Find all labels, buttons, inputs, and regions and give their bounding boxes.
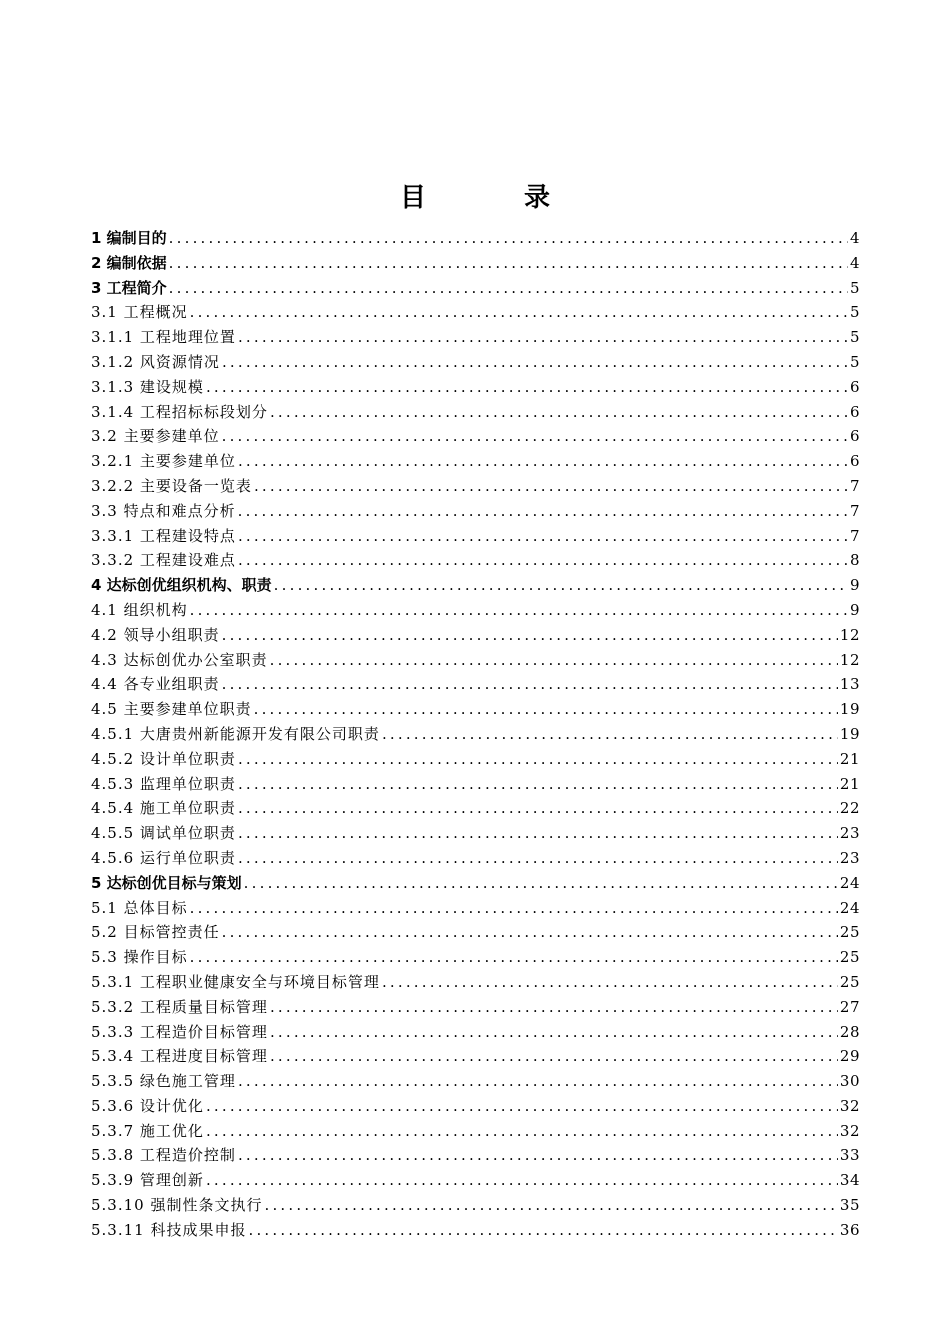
toc-entry-label: 4.4 各专业组职责 <box>91 675 220 694</box>
toc-list <box>91 226 860 1243</box>
toc-entry-page-number: 21 <box>839 774 860 793</box>
toc-entry[interactable] <box>91 548 860 573</box>
toc-dot-leader <box>238 1069 838 1094</box>
toc-dot-leader <box>169 251 848 276</box>
toc-entry-label: 3.2.2 主要设备一览表 <box>91 476 252 495</box>
toc-entry-label: 5.3.9 管理创新 <box>91 1171 204 1190</box>
toc-entry-label: 4.5 主要参建单位职责 <box>91 700 252 719</box>
toc-entry-page-number: 6 <box>849 402 860 421</box>
toc-entry[interactable] <box>91 1069 860 1094</box>
toc-entry[interactable] <box>91 598 860 623</box>
toc-entry-page-number: 7 <box>849 476 860 495</box>
toc-entry[interactable] <box>91 796 860 821</box>
toc-dot-leader <box>206 1119 838 1144</box>
toc-entry-page-number: 7 <box>849 501 860 520</box>
toc-entry[interactable] <box>91 722 860 747</box>
toc-entry-page-number: 6 <box>849 452 860 471</box>
toc-entry-page-number: 5 <box>849 278 860 297</box>
toc-entry[interactable] <box>91 623 860 648</box>
toc-entry[interactable] <box>91 1193 860 1218</box>
toc-entry-label: 5.3.5 绿色施工管理 <box>91 1072 236 1091</box>
toc-entry[interactable] <box>91 375 860 400</box>
toc-entry-label: 5.3.7 施工优化 <box>91 1121 204 1140</box>
toc-entry[interactable] <box>91 300 860 325</box>
toc-entry-label: 3.2 主要参建单位 <box>91 427 220 446</box>
toc-entry[interactable] <box>91 226 860 251</box>
toc-dot-leader <box>222 623 838 648</box>
toc-entry-label: 2 编制依据 <box>91 253 167 272</box>
toc-entry[interactable] <box>91 1119 860 1144</box>
toc-entry-label: 4.1 组织机构 <box>91 600 188 619</box>
toc-entry-page-number: 35 <box>839 1196 860 1215</box>
toc-entry[interactable] <box>91 449 860 474</box>
toc-entry-label: 3.3 特点和难点分析 <box>91 501 236 520</box>
toc-dot-leader <box>238 499 848 524</box>
toc-entry[interactable] <box>91 400 860 425</box>
toc-entry[interactable] <box>91 1044 860 1069</box>
toc-entry[interactable] <box>91 896 860 921</box>
toc-entry-page-number: 8 <box>849 551 860 570</box>
toc-entry[interactable] <box>91 920 860 945</box>
toc-entry-page-number: 24 <box>839 898 860 917</box>
toc-entry-label: 3.1.4 工程招标标段划分 <box>91 402 268 421</box>
toc-entry[interactable] <box>91 1020 860 1045</box>
toc-dot-leader <box>206 1094 838 1119</box>
toc-dot-leader <box>238 747 838 772</box>
toc-entry-page-number: 30 <box>839 1072 860 1091</box>
toc-entry-page-number: 5 <box>849 303 860 322</box>
toc-entry-label: 5.3 操作目标 <box>91 948 188 967</box>
toc-dot-leader <box>254 474 848 499</box>
toc-entry-label: 4.2 领导小组职责 <box>91 625 220 644</box>
toc-entry-label: 5.3.8 工程造价控制 <box>91 1146 236 1165</box>
toc-entry-label: 5.3.3 工程造价目标管理 <box>91 1022 268 1041</box>
toc-entry[interactable] <box>91 251 860 276</box>
toc-entry[interactable] <box>91 772 860 797</box>
toc-entry-page-number: 9 <box>849 600 860 619</box>
toc-dot-leader <box>222 424 848 449</box>
toc-dot-leader <box>190 896 838 921</box>
toc-entry-label: 5 达标创优目标与策划 <box>91 873 242 892</box>
toc-dot-leader <box>270 1044 838 1069</box>
toc-entry-page-number: 21 <box>839 749 860 768</box>
toc-entry[interactable] <box>91 995 860 1020</box>
toc-dot-leader <box>238 325 848 350</box>
toc-entry-page-number: 29 <box>839 1047 860 1066</box>
toc-entry[interactable] <box>91 945 860 970</box>
toc-entry-page-number: 34 <box>839 1171 860 1190</box>
toc-entry-page-number: 27 <box>839 997 860 1016</box>
toc-dot-leader <box>190 945 838 970</box>
toc-entry[interactable] <box>91 821 860 846</box>
toc-entry-label: 4.5.1 大唐贵州新能源开发有限公司职责 <box>91 724 380 743</box>
toc-dot-leader <box>264 1193 837 1218</box>
toc-entry-label: 4.3 达标创优办公室职责 <box>91 650 268 669</box>
toc-entry-page-number: 25 <box>839 948 860 967</box>
toc-dot-leader <box>238 821 838 846</box>
toc-dot-leader <box>238 772 838 797</box>
toc-dot-leader <box>190 300 848 325</box>
toc-entry[interactable] <box>91 424 860 449</box>
toc-entry[interactable] <box>91 1168 860 1193</box>
toc-entry-label: 4 达标创优组织机构、职责 <box>91 576 272 595</box>
toc-entry-label: 5.1 总体目标 <box>91 898 188 917</box>
toc-entry-label: 3 工程简介 <box>91 278 167 297</box>
toc-entry[interactable] <box>91 573 860 598</box>
toc-dot-leader <box>206 375 848 400</box>
toc-entry-label: 5.3.10 强制性条文执行 <box>91 1196 263 1215</box>
toc-entry[interactable] <box>91 325 860 350</box>
toc-entry[interactable] <box>91 871 860 896</box>
toc-entry-page-number: 25 <box>839 923 860 942</box>
toc-entry-page-number: 19 <box>839 700 860 719</box>
toc-dot-leader <box>222 350 848 375</box>
toc-entry[interactable] <box>91 672 860 697</box>
toc-dot-leader <box>222 672 838 697</box>
toc-dot-leader <box>270 648 838 673</box>
toc-entry[interactable] <box>91 648 860 673</box>
toc-dot-leader <box>238 524 848 549</box>
toc-dot-leader <box>238 846 838 871</box>
toc-entry-page-number: 7 <box>849 526 860 545</box>
toc-entry-label: 4.5.2 设计单位职责 <box>91 749 236 768</box>
toc-entry-page-number: 23 <box>839 848 860 867</box>
toc-dot-leader <box>382 970 838 995</box>
toc-entry-page-number: 12 <box>839 650 860 669</box>
toc-entry-page-number: 19 <box>839 724 860 743</box>
toc-entry-page-number: 22 <box>839 799 860 818</box>
toc-dot-leader <box>238 548 848 573</box>
toc-dot-leader <box>169 226 848 251</box>
toc-entry-page-number: 5 <box>849 328 860 347</box>
toc-entry-label: 3.1 工程概况 <box>91 303 188 322</box>
toc-entry-label: 1 编制目的 <box>91 229 167 247</box>
toc-entry[interactable] <box>91 1218 860 1243</box>
toc-entry-page-number: 13 <box>839 675 860 694</box>
toc-entry-page-number: 24 <box>839 873 860 892</box>
toc-entry-page-number: 9 <box>849 576 860 595</box>
toc-dot-leader <box>270 400 848 425</box>
toc-entry-page-number: 36 <box>839 1220 860 1239</box>
toc-dot-leader <box>238 1143 838 1168</box>
toc-entry-page-number: 4 <box>849 229 860 247</box>
toc-entry-page-number: 32 <box>839 1121 860 1140</box>
toc-dot-leader <box>270 995 838 1020</box>
toc-dot-leader <box>382 722 838 747</box>
toc-entry-label: 4.5.3 监理单位职责 <box>91 774 236 793</box>
toc-entry-page-number: 6 <box>849 377 860 396</box>
toc-entry[interactable] <box>91 697 860 722</box>
toc-entry-label: 3.1.2 风资源情况 <box>91 352 220 371</box>
toc-entry-label: 4.5.6 运行单位职责 <box>91 848 236 867</box>
toc-entry-label: 3.3.1 工程建设特点 <box>91 526 236 545</box>
toc-entry[interactable] <box>91 499 860 524</box>
toc-entry-label: 5.3.2 工程质量目标管理 <box>91 997 268 1016</box>
toc-entry-page-number: 12 <box>839 625 860 644</box>
toc-entry-page-number: 23 <box>839 824 860 843</box>
toc-entry[interactable] <box>91 846 860 871</box>
toc-entry-label: 5.3.1 工程职业健康安全与环境目标管理 <box>91 972 380 991</box>
toc-entry-label: 4.5.5 调试单位职责 <box>91 824 236 843</box>
toc-entry[interactable] <box>91 474 860 499</box>
toc-entry-page-number: 5 <box>849 352 860 371</box>
toc-dot-leader <box>274 573 848 598</box>
toc-dot-leader <box>254 697 838 722</box>
toc-dot-leader <box>169 276 848 301</box>
toc-entry-label: 3.1.1 工程地理位置 <box>91 328 236 347</box>
toc-dot-leader <box>238 449 848 474</box>
toc-entry-page-number: 33 <box>839 1146 860 1165</box>
toc-entry-label: 5.3.11 科技成果申报 <box>91 1220 247 1239</box>
toc-entry[interactable] <box>91 276 860 301</box>
toc-dot-leader <box>270 1020 838 1045</box>
toc-dot-leader <box>244 871 838 896</box>
toc-entry-label: 5.3.6 设计优化 <box>91 1096 204 1115</box>
toc-entry[interactable] <box>91 1094 860 1119</box>
toc-entry[interactable] <box>91 970 860 995</box>
toc-entry[interactable] <box>91 350 860 375</box>
toc-entry-label: 5.2 目标管控责任 <box>91 923 220 942</box>
toc-title: 目 录 <box>399 183 586 213</box>
toc-entry-page-number: 28 <box>839 1022 860 1041</box>
toc-dot-leader <box>222 920 838 945</box>
toc-entry-page-number: 4 <box>849 253 860 272</box>
toc-entry-label: 3.2.1 主要参建单位 <box>91 452 236 471</box>
toc-entry[interactable] <box>91 1143 860 1168</box>
toc-entry-label: 3.1.3 建设规模 <box>91 377 204 396</box>
toc-entry[interactable] <box>91 524 860 549</box>
toc-dot-leader <box>238 796 838 821</box>
toc-entry[interactable] <box>91 747 860 772</box>
toc-dot-leader <box>190 598 848 623</box>
toc-entry-page-number: 32 <box>839 1096 860 1115</box>
toc-entry-label: 5.3.4 工程进度目标管理 <box>91 1047 268 1066</box>
toc-entry-label: 3.3.2 工程建设难点 <box>91 551 236 570</box>
toc-entry-label: 4.5.4 施工单位职责 <box>91 799 236 818</box>
toc-dot-leader <box>248 1218 837 1243</box>
toc-dot-leader <box>206 1168 838 1193</box>
toc-entry-page-number: 25 <box>839 972 860 991</box>
toc-entry-page-number: 6 <box>849 427 860 446</box>
